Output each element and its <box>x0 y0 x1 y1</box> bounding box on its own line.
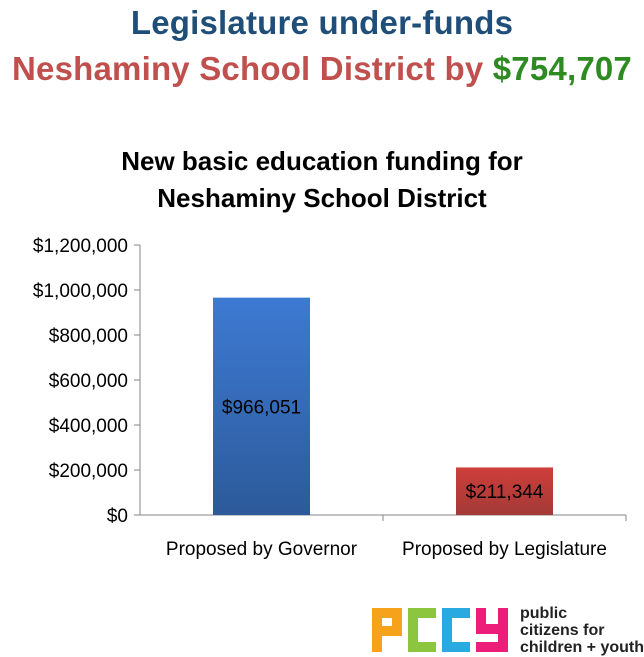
y-tick-label: $1,000,000 <box>32 281 128 302</box>
y-tick-label: $400,000 <box>48 416 128 437</box>
logo-text-line1: public <box>520 605 568 622</box>
headline-line2-prefix: Neshaminy School District by <box>11 50 493 87</box>
pccy-logo-text <box>520 605 644 656</box>
logo-text-line2: citizens for <box>520 622 605 639</box>
x-category-label: Proposed by Governor <box>165 539 358 560</box>
chart-title-line1: New basic education funding for <box>121 146 523 176</box>
headline-line1: Legislature under-funds <box>130 4 514 41</box>
bar-data-label: $966,051 <box>221 397 302 419</box>
headline-shortfall-amount: $754,707 <box>492 50 632 87</box>
x-category-label: Proposed by Legislature <box>402 539 607 560</box>
chart-title-line2: Neshaminy School District <box>157 183 487 213</box>
y-tick-label: $0 <box>106 506 128 527</box>
y-tick-label: $200,000 <box>48 461 128 482</box>
y-tick-label: $800,000 <box>48 326 128 347</box>
pccy-logo <box>372 604 642 656</box>
bar-data-label: $211,344 <box>465 482 544 504</box>
logo-text-line3: children + youth <box>520 639 644 656</box>
y-tick-label: $1,200,000 <box>32 236 128 257</box>
y-tick-label: $600,000 <box>48 371 128 392</box>
pccy-logo-mark <box>372 604 512 656</box>
